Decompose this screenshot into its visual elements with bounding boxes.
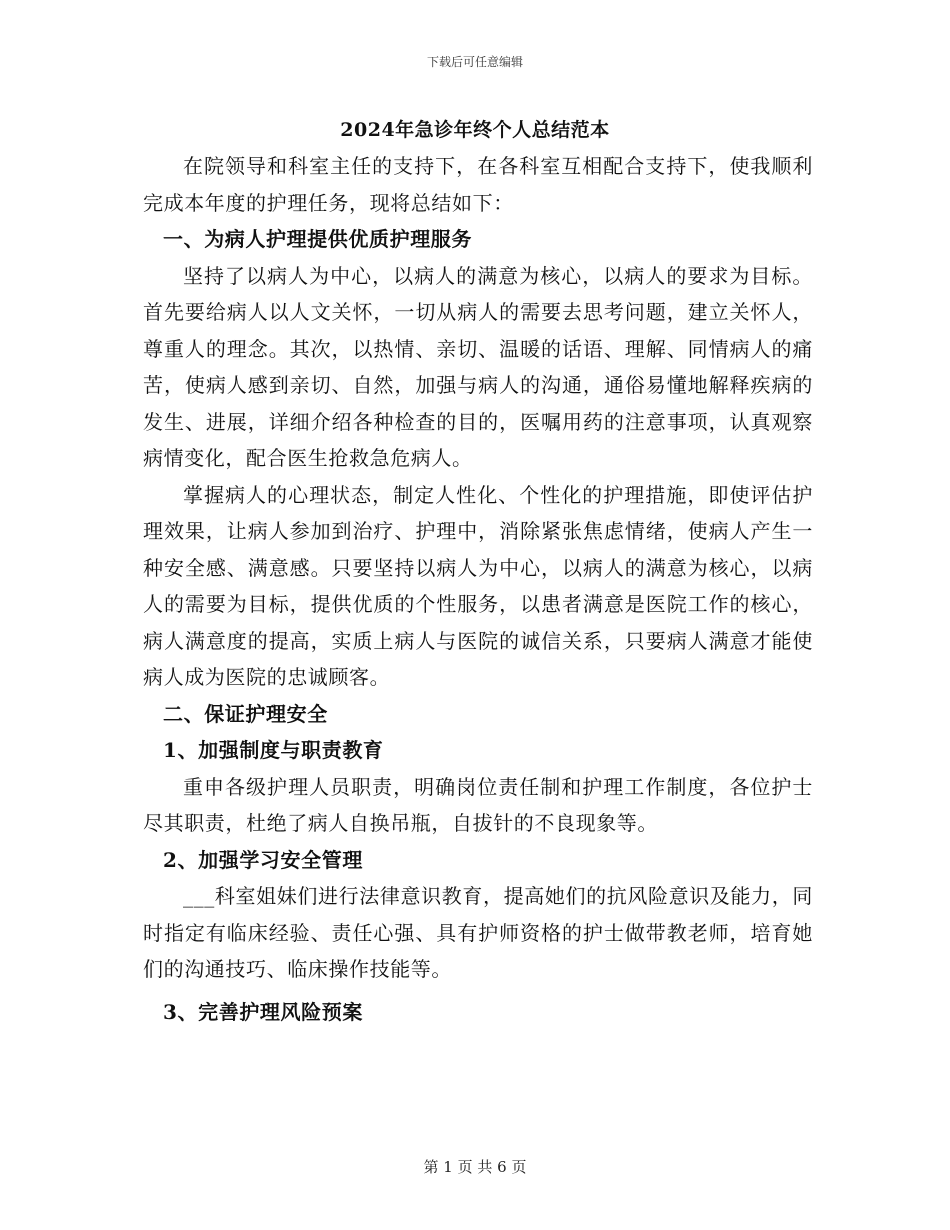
document-body — [143, 148, 813, 1030]
subsection-3-heading: 3、完善护理风险预案 — [163, 999, 363, 1024]
subsection-2-paragraph: ___科室姐妹们进行法律意识教育，提高她们的抗风险意识及能力，同时指定有临床经验、责任心强、具有护师资格的护士做带教老师，培育她们的沟通技巧、临床操作技能等。 — [143, 884, 813, 981]
subsection-1-heading: 1、加强制度与职责教育 — [163, 738, 384, 762]
section-1-heading: 一、为病人护理提供优质护理服务 — [163, 227, 472, 251]
section-1-paragraph-1: 坚持了以病人为中心，以病人的满意为核心，以病人的要求为目标。首先要给病人以人文关怀，一切从病人的需要去思考问题，建立关怀人，尊重人的理念。其次，以热情、亲切、温暖的话语、理解、同情病人的痛苦，使病人感到亲切、自然，加强与病人的沟通，通俗易懂地解释疾病的发生、进展，详细介绍各种检查的目的，医嘱用药的注意事项，认真观察病情变化，配合医生抢救急危病人。 — [143, 263, 813, 470]
section-1-paragraph-2: 掌握病人的心理状态，制定人性化、个性化的护理措施，即使评估护理效果，让病人参加到治疗、护理中，消除紧张焦虑情绪，使病人产生一种安全感、满意感。只要坚持以病人为中心，以病人的满意为核心，以病人的需要为目标，提供优质的个性服务，以患者满意是医院工作的核心，病人满意度的提高，实质上病人与医院的诚信关系，只要病人满意才能使病人成为医院的忠诚顾客。 — [143, 482, 813, 689]
page-number-footer: 第 1 页 共 6 页 — [423, 1158, 527, 1176]
subsection-1-paragraph: 重申各级护理人员职责，明确岗位责任制和护理工作制度，各位护士尽其职责，杜绝了病人自换吊瓶，自拔针的不良现象等。 — [143, 774, 813, 835]
section-2-heading: 二、保证护理安全 — [163, 701, 328, 726]
intro-paragraph: 在院领导和科室主任的支持下，在各科室互相配合支持下，使我顺利完成本年度的护理任务，现将总结如下： — [143, 154, 813, 215]
document-title: 2024年急诊年终个人总结范本 — [340, 119, 610, 141]
subsection-2-heading: 2、加强学习安全管理 — [163, 847, 363, 872]
page-header-note: 下载后可任意编辑 — [426, 55, 523, 69]
